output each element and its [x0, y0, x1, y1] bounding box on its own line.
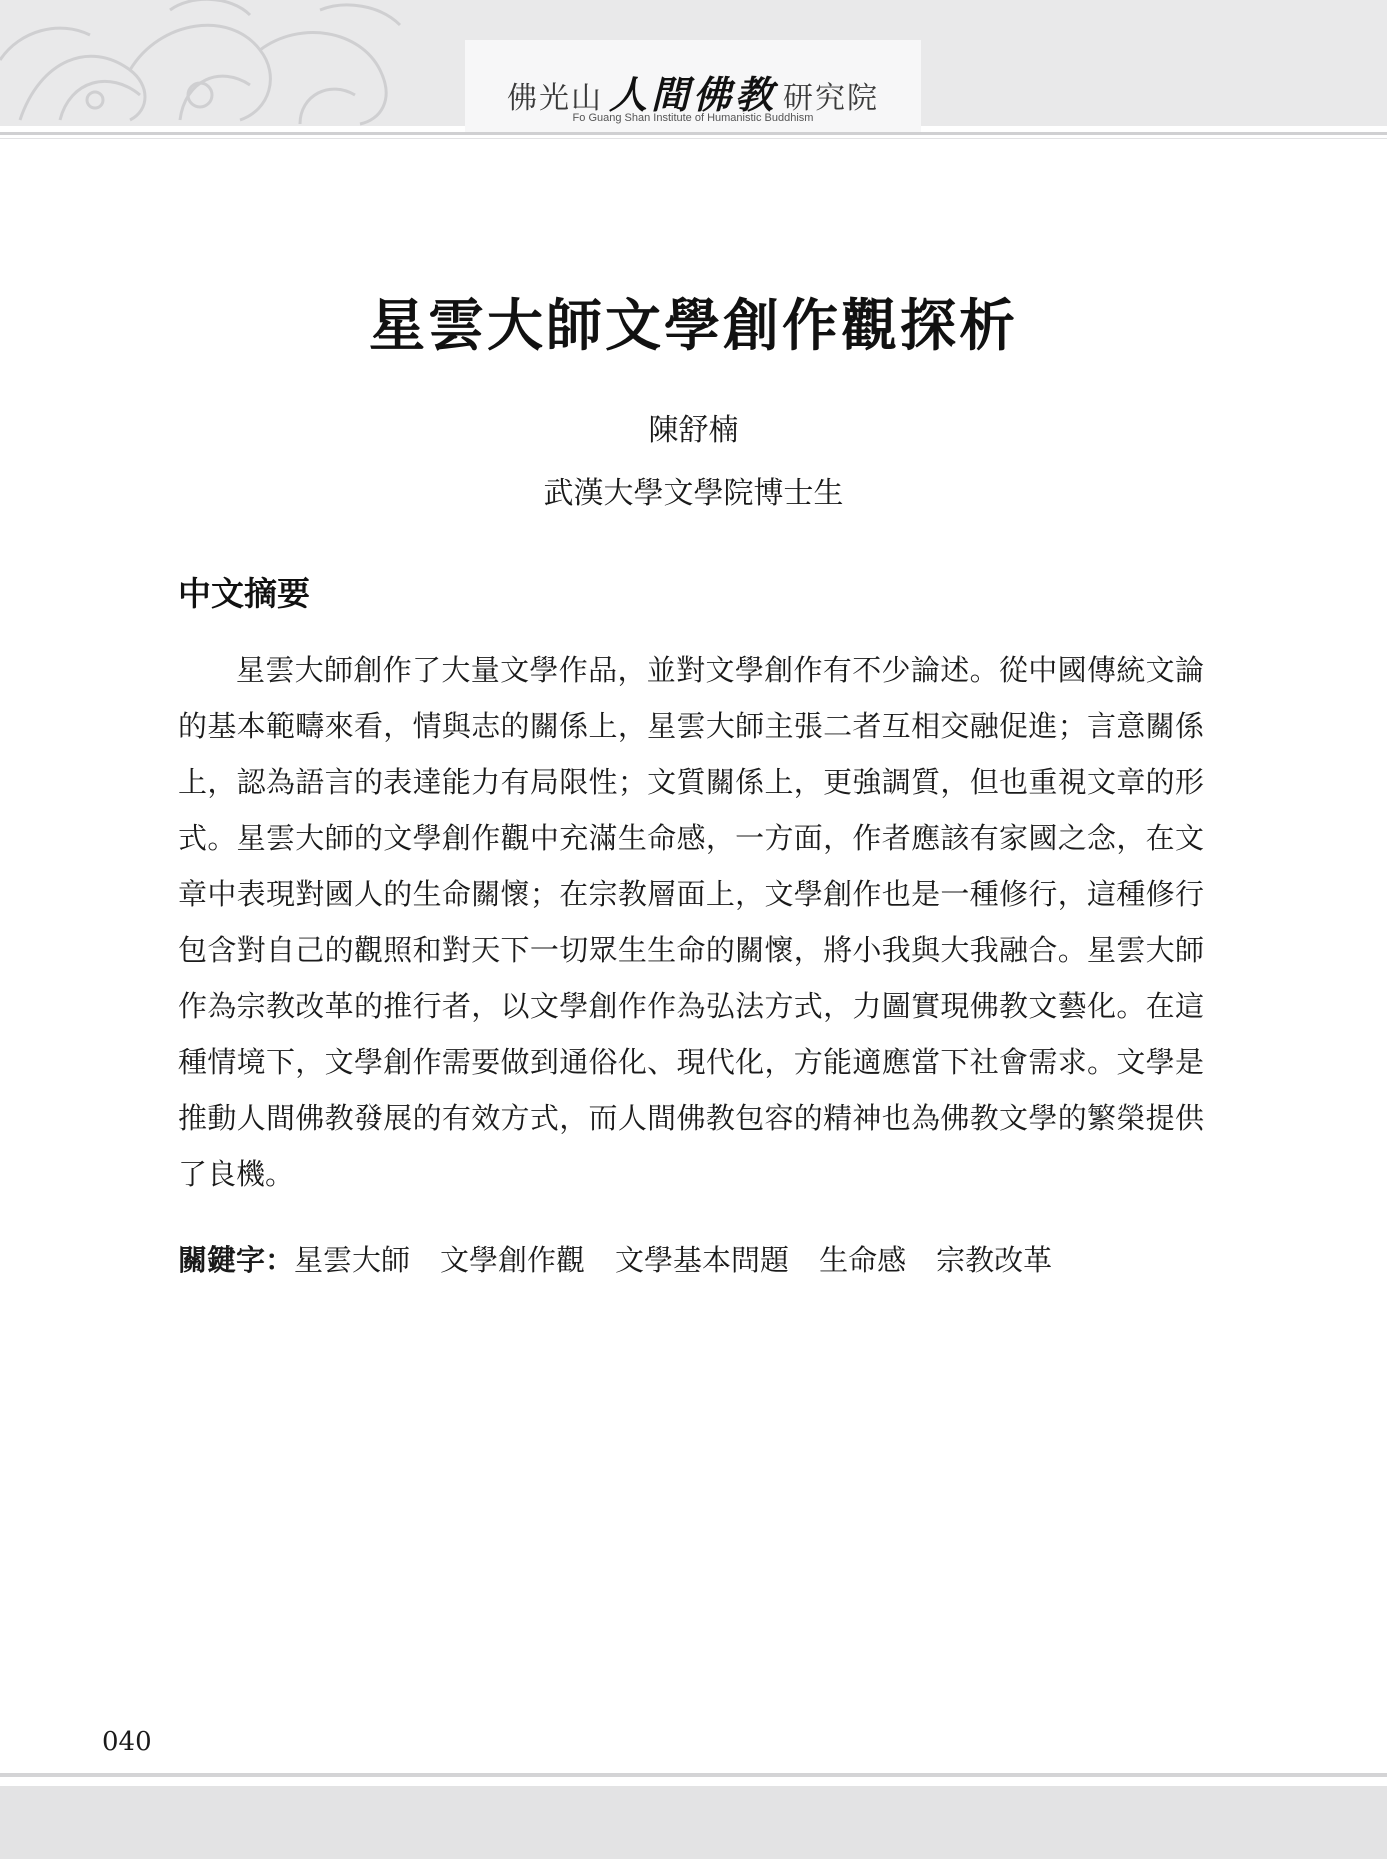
- lotus-ornament-icon: [0, 0, 420, 126]
- institute-suffix: 研究院: [783, 81, 879, 116]
- header-divider-thin: [0, 138, 1387, 139]
- keyword-item: 星雲大師: [294, 1243, 411, 1277]
- author-affiliation: 武漢大學文學院博士生: [543, 476, 844, 511]
- page-number: 040: [102, 1727, 152, 1757]
- keyword-item: 文學基本問題: [615, 1243, 790, 1277]
- keyword-item: 生命感: [819, 1243, 907, 1277]
- institute-logo: [465, 40, 921, 132]
- header-divider: [0, 132, 1387, 135]
- institute-brand: 人間佛教: [608, 72, 777, 117]
- institute-english-name: Fo Guang Shan Institute of Humanistic Buddhism: [572, 112, 814, 124]
- abstract-body: 星雲大師創作了大量文學作品，並對文學創作有不少論述。從中國傳統文論的基本範疇來看，情與志的關係上，星雲大師主張二者互相交融促進；言意關係上，認為語言的表達能力有局限性；文質關係上，更強調質，但也重視文章的形式。星雲大師的文學創作觀中充滿生命感，一方面，作者應該有家國之念，在文章中表現對國人的生命關懷；在宗教層面上，文學創作也是一種修行，這種修行包含對自己的觀照和對天下一切眾生生命的關懷，將小我與大我融合。星雲大師作為宗教改革的推行者，以文學創作作為弘法方式，力圖實現佛教文藝化。在這種情境下，文學創作需要做到通俗化、現代化，方能適應當下社會需求。文學是推動人間佛教發展的有效方式，而人間佛教包容的精神也為佛教文學的繁榮提供了良機。: [178, 653, 1204, 1191]
- author-name: 陳舒楠: [648, 413, 739, 448]
- article-title: 星雲大師文學創作觀探析: [369, 293, 1018, 359]
- keyword-item: 宗教改革: [936, 1243, 1053, 1277]
- keywords-line: [178, 1238, 1208, 1279]
- keywords-label: 關鍵字：: [178, 1243, 295, 1277]
- institute-prefix: 佛光山: [506, 81, 603, 116]
- abstract-heading: 中文摘要: [178, 574, 310, 613]
- footer-divider: [0, 1773, 1387, 1777]
- institute-name: [465, 64, 921, 119]
- footer-band: [0, 1786, 1387, 1859]
- header-band: [0, 0, 1387, 126]
- keyword-item: 文學創作觀: [440, 1243, 586, 1277]
